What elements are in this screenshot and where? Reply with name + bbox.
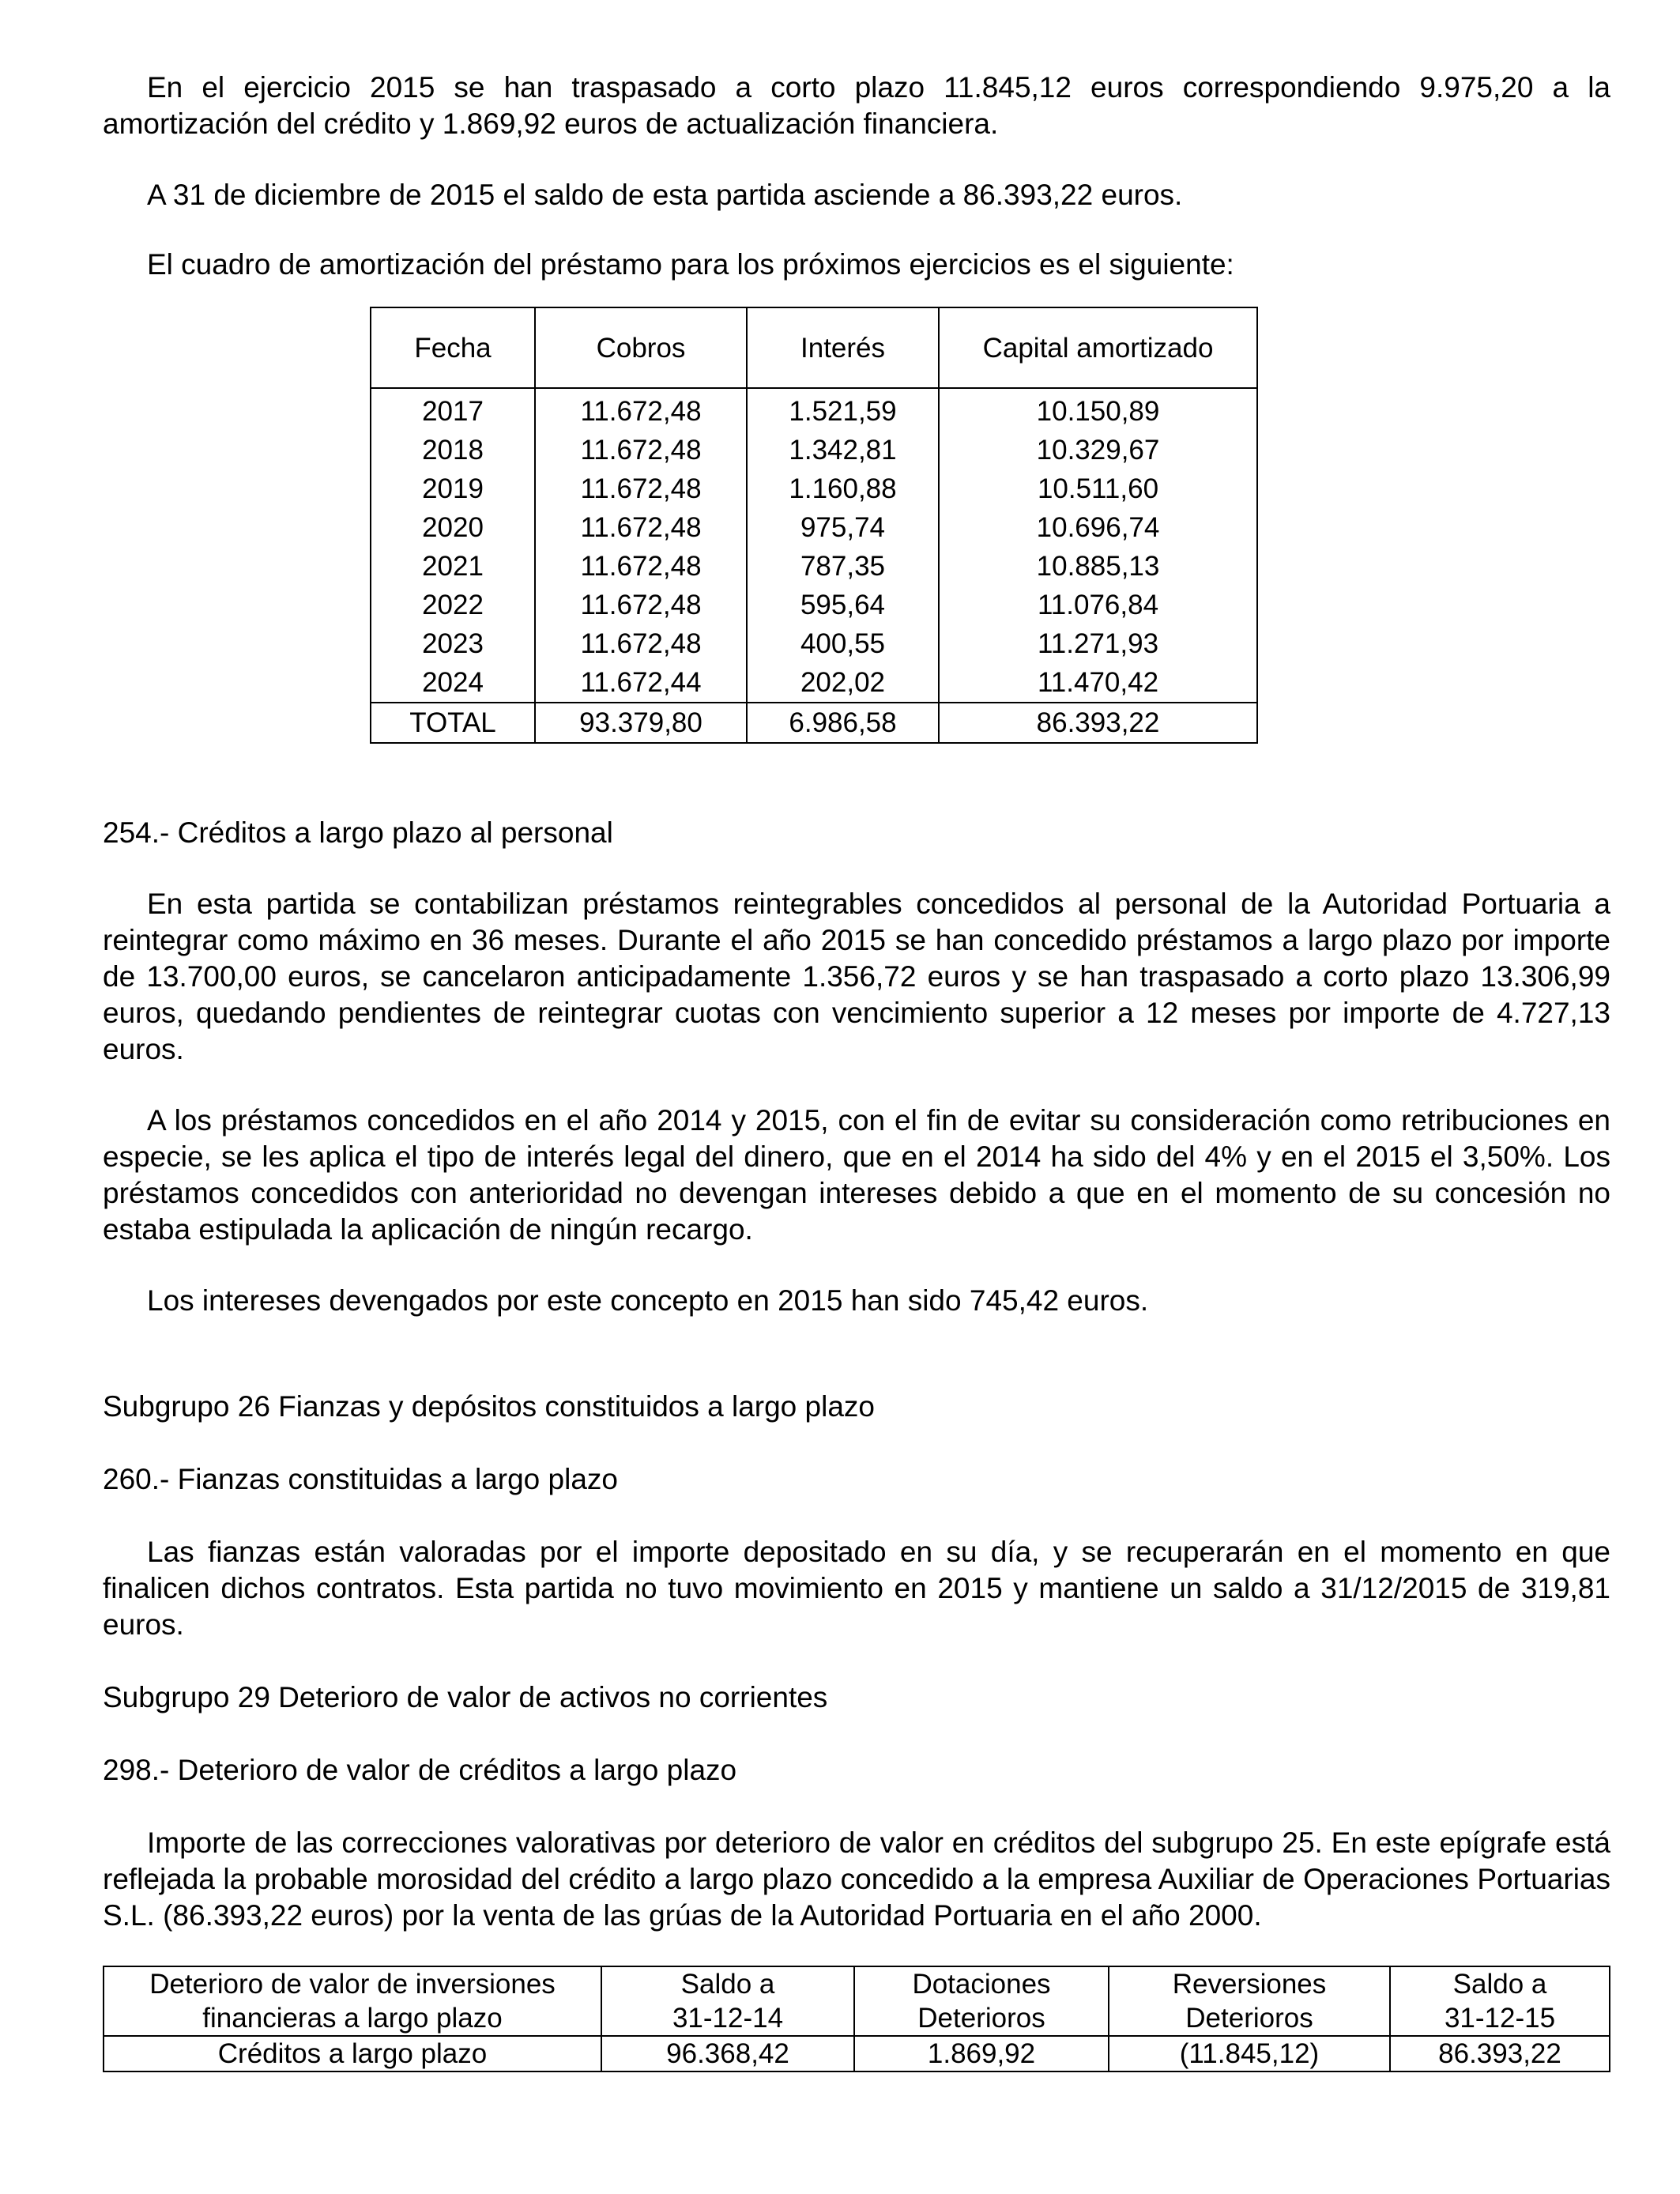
cell-closing-balance: 86.393,22	[1390, 2036, 1610, 2071]
header-interes: Interés	[747, 307, 939, 388]
header-cobros: Cobros	[535, 307, 747, 388]
table-row	[371, 547, 1257, 586]
cell-cobros: 11.672,48	[535, 547, 747, 586]
impairment-table	[103, 1966, 1610, 2072]
cell-cobros: 11.672,48	[535, 388, 747, 431]
amortization-table	[370, 307, 1258, 744]
cell-cobros: 11.672,48	[535, 469, 747, 508]
cell-fecha: 2019	[371, 469, 535, 508]
cell-capital: 11.271,93	[939, 624, 1257, 663]
table-row	[371, 388, 1257, 431]
cell-cobros: 11.672,48	[535, 431, 747, 469]
header-impairment-concept	[104, 1966, 601, 2036]
cell-fecha: 2024	[371, 663, 535, 703]
subgroup-heading-26: Subgrupo 26 Fianzas y depósitos constituidos a largo plazo	[103, 1390, 875, 1423]
header-capital: Capital amortizado	[939, 307, 1257, 388]
header-line: Saldo a	[1452, 1969, 1547, 2000]
table-row	[371, 469, 1257, 508]
header-allowances	[854, 1966, 1109, 2036]
cell-fecha: 2018	[371, 431, 535, 469]
header-line: Deterioros	[1185, 2003, 1313, 2034]
cell-capital: 11.470,42	[939, 663, 1257, 703]
cell-cobros: 11.672,48	[535, 624, 747, 663]
paragraph-accrued-interest: Los intereses devengados por este concepto en 2015 han sido 745,42 euros.	[147, 1284, 1149, 1317]
header-line: Deterioros	[917, 2003, 1045, 2034]
table-row	[104, 2036, 1610, 2071]
cell-fecha: 2023	[371, 624, 535, 663]
header-reversals	[1109, 1966, 1390, 2036]
total-interes: 6.986,58	[747, 703, 939, 743]
total-label: TOTAL	[371, 703, 535, 743]
impairment-header-row	[104, 1966, 1610, 2036]
total-row	[371, 703, 1257, 743]
subgroup-heading-29: Subgrupo 29 Deterioro de valor de activos no corrientes	[103, 1681, 828, 1713]
cell-fecha: 2022	[371, 586, 535, 624]
cell-interes: 1.160,88	[747, 469, 939, 508]
cell-capital: 10.511,60	[939, 469, 1257, 508]
section-heading-298: 298.- Deterioro de valor de créditos a largo plazo	[103, 1754, 737, 1786]
header-line: 31-12-14	[672, 2003, 784, 2034]
cell-capital: 10.329,67	[939, 431, 1257, 469]
cell-cobros: 11.672,44	[535, 663, 747, 703]
cell-interes: 202,02	[747, 663, 939, 703]
cell-allowances: 1.869,92	[854, 2036, 1109, 2071]
cell-fecha: 2020	[371, 508, 535, 547]
header-line: Dotaciones	[912, 1969, 1051, 2000]
total-capital: 86.393,22	[939, 703, 1257, 743]
header-line: Saldo a	[680, 1969, 775, 2000]
cell-interes: 400,55	[747, 624, 939, 663]
cell-interes: 1.342,81	[747, 431, 939, 469]
header-opening-balance	[601, 1966, 854, 2036]
paragraph-balance: A 31 de diciembre de 2015 el saldo de esta partida asciende a 86.393,22 euros.	[147, 179, 1183, 211]
cell-fecha: 2021	[371, 547, 535, 586]
cell-reversals: (11.845,12)	[1109, 2036, 1390, 2071]
cell-cobros: 11.672,48	[535, 508, 747, 547]
cell-fecha: 2017	[371, 388, 535, 431]
cell-interes: 975,74	[747, 508, 939, 547]
cell-interes: 787,35	[747, 547, 939, 586]
cell-capital: 10.150,89	[939, 388, 1257, 431]
cell-concept: Créditos a largo plazo	[104, 2036, 601, 2071]
paragraph-impairment: Importe de las correcciones valorativas por deterioro de valor en créditos del subgrupo 25. En este epígrafe está reflejada la probable morosidad del crédito a largo plazo concedido a la empresa Auxiliar de Operaciones Portuarias S.L. (86.393,22 euros) por la venta de las grúas de la Autoridad Portuaria en el año 2000.	[103, 1826, 1610, 1932]
paragraph-deposits: Las fianzas están valoradas por el importe depositado en su día, y se recuperarán en el momento en que finalicen dichos contratos. Esta partida no tuvo movimiento en 2015 y mantiene un saldo a 31/12/2015 de 319,81 euros.	[103, 1536, 1610, 1641]
header-fecha: Fecha	[371, 307, 535, 388]
cell-capital: 10.885,13	[939, 547, 1257, 586]
table-row	[371, 624, 1257, 663]
cell-capital: 11.076,84	[939, 586, 1257, 624]
header-line: Reversiones	[1172, 1969, 1327, 2000]
cell-capital: 10.696,74	[939, 508, 1257, 547]
cell-opening-balance: 96.368,42	[601, 2036, 854, 2071]
table-row	[371, 586, 1257, 624]
paragraph-table-intro: El cuadro de amortización del préstamo para los próximos ejercicios es el siguiente:	[147, 248, 1234, 281]
amortization-header-row	[371, 307, 1257, 388]
total-cobros: 93.379,80	[535, 703, 747, 743]
cell-interes: 1.521,59	[747, 388, 939, 431]
section-heading-260: 260.- Fianzas constituidas a largo plazo	[103, 1463, 618, 1495]
paragraph-staff-loans: En esta partida se contabilizan préstamos reintegrables concedidos al personal de la Autoridad Portuaria a reintegrar como máximo en 36 meses. Durante el año 2015 se han concedido préstamos a largo plazo por importe de 13.700,00 euros, se cancelaron anticipadamente 1.356,72 euros y se han traspasado a corto plazo 13.306,99 euros, quedando pendientes de reintegrar cuotas con vencimiento superior a 12 meses por importe de 4.727,13 euros.	[103, 888, 1610, 1065]
table-row	[371, 508, 1257, 547]
cell-interes: 595,64	[747, 586, 939, 624]
header-closing-balance	[1390, 1966, 1610, 2036]
header-line: financieras a largo plazo	[202, 2003, 503, 2034]
table-row	[371, 663, 1257, 703]
cell-cobros: 11.672,48	[535, 586, 747, 624]
header-line: Deterioro de valor de inversiones	[149, 1969, 556, 2000]
document-page	[103, 70, 1610, 2072]
table-row	[371, 431, 1257, 469]
header-line: 31-12-15	[1444, 2003, 1556, 2034]
paragraph-transfer: En el ejercicio 2015 se han traspasado a corto plazo 11.845,12 euros correspondiendo 9.975,20 a la amortización del crédito y 1.869,92 euros de actualización financiera.	[103, 71, 1610, 140]
section-heading-254: 254.- Créditos a largo plazo al personal	[103, 816, 613, 849]
paragraph-interest-rates: A los préstamos concedidos en el año 2014 y 2015, con el fin de evitar su consideración como retribuciones en especie, se les aplica el tipo de interés legal del dinero, que en el 2014 ha sido del 4% y en el 2015 el 3,50%. Los préstamos concedidos con anterioridad no devengan intereses debido a que en el momento de su concesión no estaba estipulada la aplicación de ningún recargo.	[103, 1104, 1610, 1246]
